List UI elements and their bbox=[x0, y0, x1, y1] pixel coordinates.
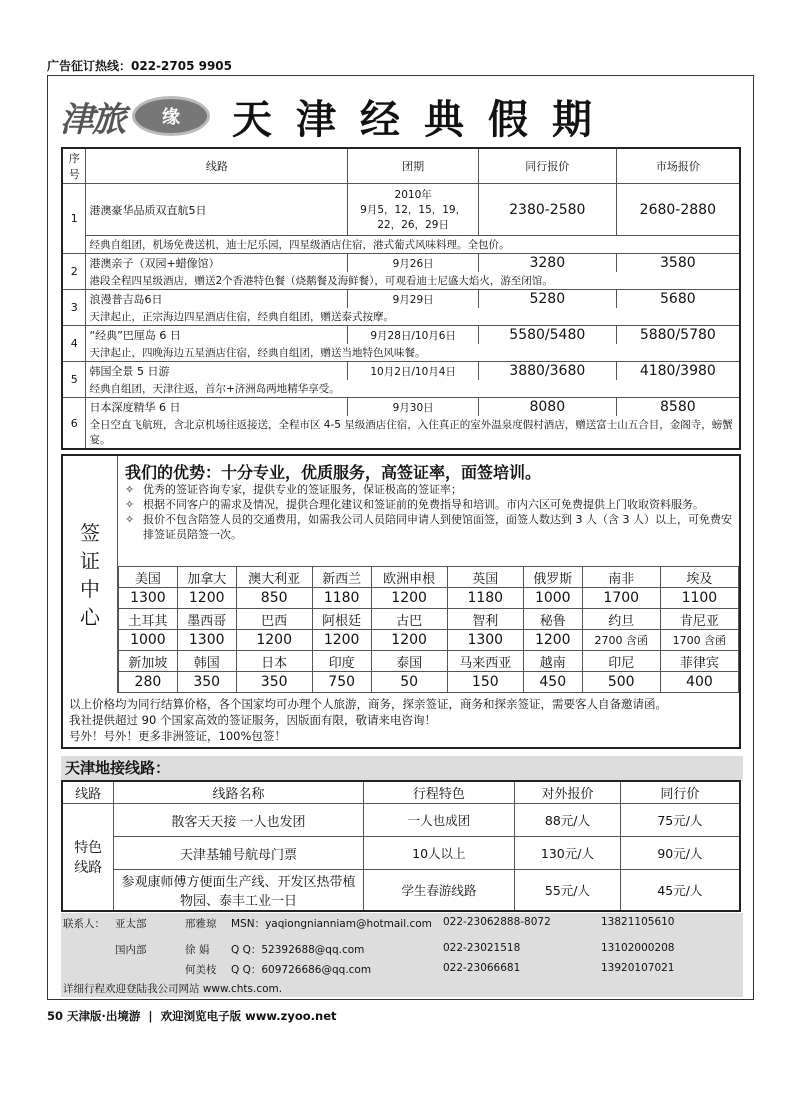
brand-logo bbox=[60, 92, 210, 140]
tour-peer-price: 8080 bbox=[478, 398, 616, 417]
tour-name: 港澳亲子（双园+蜡像馆） bbox=[86, 254, 348, 273]
local-name: 天津基辅号航母门票 bbox=[114, 837, 363, 870]
tour-num: 6 bbox=[62, 398, 86, 450]
visa-price: 1000 bbox=[523, 588, 582, 609]
visa-price: 350 bbox=[236, 672, 312, 693]
tour-market-price: 5680 bbox=[616, 290, 740, 309]
visa-note: 以上价格均为同行结算价格，各个国家均可办理个人旅游，商务，探亲签证，商务和探亲签证，需要客人自备邀请函。 bbox=[69, 697, 667, 711]
visa-price: 500 bbox=[582, 672, 660, 693]
tour-name: “经典”巴厘岛 6 日 bbox=[86, 326, 348, 345]
tours-header-row bbox=[62, 148, 740, 184]
visa-point-text: 优秀的签证咨询专家，提供专业的签证服务，保证极高的签证率； bbox=[143, 483, 462, 496]
visa-country: 约旦 bbox=[582, 609, 660, 630]
tour-peer-price: 5280 bbox=[478, 290, 616, 309]
tour-description: 天津起止，正宗海边四星酒店住宿，经典自组团，赠送泰式按摩。 bbox=[86, 308, 740, 326]
table-row bbox=[62, 804, 740, 837]
visa-price: 280 bbox=[119, 672, 178, 693]
visa-country: 俄罗斯 bbox=[523, 567, 582, 588]
tour-name: 韩国全景 5 日游 bbox=[86, 362, 348, 381]
local-feature: 学生春游线路 bbox=[363, 870, 515, 912]
list-item bbox=[125, 512, 735, 542]
tour-num: 2 bbox=[62, 254, 86, 290]
visa-price: 1300 bbox=[177, 630, 236, 651]
table-row bbox=[62, 254, 740, 273]
visa-side-label bbox=[63, 456, 118, 693]
tour-dates: 9月28日/10月6日 bbox=[348, 326, 479, 345]
table-row bbox=[62, 344, 740, 362]
visa-price-row bbox=[119, 630, 739, 651]
col-feature: 行程特色 bbox=[363, 781, 515, 804]
local-peer: 90元/人 bbox=[620, 837, 740, 870]
col-market-price: 市场报价 bbox=[616, 148, 740, 184]
col-num: 序号 bbox=[62, 148, 86, 184]
visa-note: 我社提供超过 90 个国家高效的签证服务，因版面有限，敬请来电咨询！ bbox=[69, 713, 436, 727]
local-name: 参观康师傅方便面生产线、开发区热带植物园、泰丰工业一日 bbox=[114, 870, 363, 912]
col-peer-price: 同行报价 bbox=[478, 148, 616, 184]
table-row bbox=[62, 326, 740, 345]
visa-country: 马来西亚 bbox=[447, 651, 523, 672]
table-row bbox=[62, 184, 740, 236]
contact-im[interactable]: Q Q：52392688@qq.com bbox=[231, 944, 365, 956]
visa-price: 1200 bbox=[312, 630, 371, 651]
visa-price: 850 bbox=[236, 588, 312, 609]
visa-headline: 我们的优势：十分专业，优质服务，高签证率，面签培训。 bbox=[125, 463, 542, 482]
table-row bbox=[62, 272, 740, 290]
visa-country: 英国 bbox=[447, 567, 523, 588]
visa-price: 1200 bbox=[177, 588, 236, 609]
visa-country: 泰国 bbox=[371, 651, 447, 672]
visa-country: 印尼 bbox=[582, 651, 660, 672]
visa-country: 秘鲁 bbox=[523, 609, 582, 630]
tour-market-price: 3580 bbox=[616, 254, 740, 273]
visa-price: 1200 bbox=[371, 630, 447, 651]
tour-dates: 9月26日 bbox=[348, 254, 479, 273]
table-row bbox=[62, 290, 740, 309]
visa-price: 750 bbox=[312, 672, 371, 693]
visa-notes bbox=[69, 696, 737, 744]
col-route-name: 线路名称 bbox=[114, 781, 363, 804]
tour-num: 1 bbox=[62, 184, 86, 254]
page-number: 50 bbox=[47, 1009, 64, 1023]
contact-mobile: 13821105610 bbox=[601, 916, 675, 928]
col-public-price: 对外报价 bbox=[515, 781, 621, 804]
col-dates: 团期 bbox=[348, 148, 479, 184]
local-name: 散客天天接 一人也发团 bbox=[114, 804, 363, 837]
dept-label: 国内部 bbox=[115, 944, 147, 956]
visa-country: 古巴 bbox=[371, 609, 447, 630]
contact-phone: 022-23066681 bbox=[443, 962, 521, 974]
local-public: 55元/人 bbox=[515, 870, 621, 912]
contacts-block bbox=[61, 913, 743, 997]
contact-name: 徐 娟 bbox=[185, 944, 210, 956]
tour-num: 5 bbox=[62, 362, 86, 398]
visa-price: 1180 bbox=[312, 588, 371, 609]
tour-peer-price: 5580/5480 bbox=[478, 326, 616, 345]
local-header-row bbox=[62, 781, 740, 804]
tour-description: 天津起止，四晚海边五星酒店住宿，经典自组团，赠送当地特色风味餐。 bbox=[86, 344, 740, 362]
visa-country: 巴西 bbox=[236, 609, 312, 630]
ad-hotline: 广告征订热线：022-2705 9905 bbox=[47, 59, 233, 73]
tour-description: 经典自组团，天津往返，首尔+济洲岛两地精华享受。 bbox=[86, 380, 740, 398]
visa-country: 埃及 bbox=[660, 567, 738, 588]
local-peer: 75元/人 bbox=[620, 804, 740, 837]
tour-name: 浪漫普吉岛6日 bbox=[86, 290, 348, 309]
footer-divider: | bbox=[148, 1009, 153, 1023]
tour-dates: 9月30日 bbox=[348, 398, 479, 417]
visa-country: 澳大利亚 bbox=[236, 567, 312, 588]
page-footer bbox=[47, 1008, 337, 1024]
table-row bbox=[62, 870, 740, 912]
table-row bbox=[62, 416, 740, 449]
contacts-label: 联系人： bbox=[63, 918, 105, 930]
visa-price: 1200 bbox=[371, 588, 447, 609]
contact-phone: 022-23062888-8072 bbox=[443, 916, 551, 928]
tour-peer-price: 3280 bbox=[478, 254, 616, 273]
visa-point-text: 报价不包含陪签人员的交通费用，如需我公司人员陪同申请人到使馆面签，面签人数达到 3 人（含 3 人）以上，可免费安排签证员陪签一次。 bbox=[143, 513, 732, 541]
visa-center bbox=[61, 454, 741, 749]
tour-description: 港段全程四星级酒店，赠送2个香港特色餐（烧鹅餐及海鲜餐），可观看迪士尼盛大焰火，游至闭馆。 bbox=[86, 272, 740, 290]
visa-country: 美国 bbox=[119, 567, 178, 588]
local-category: 特色 线路 bbox=[62, 804, 114, 912]
visa-country-row bbox=[119, 609, 739, 630]
contact-im[interactable]: MSN：yaqiongnianniam@hotmail.com bbox=[231, 918, 432, 930]
visa-points bbox=[125, 482, 735, 542]
visa-price: 1700 bbox=[582, 588, 660, 609]
contact-name: 邢雅琼 bbox=[185, 918, 217, 930]
table-row bbox=[62, 837, 740, 870]
visa-side-char: 签 bbox=[80, 520, 100, 545]
visa-country: 韩国 bbox=[177, 651, 236, 672]
visa-side-char: 心 bbox=[80, 604, 100, 629]
visa-price-grid bbox=[118, 566, 739, 693]
tours-table bbox=[61, 147, 741, 450]
tour-peer-price: 2380-2580 bbox=[478, 184, 616, 236]
visa-country: 阿根廷 bbox=[312, 609, 371, 630]
tour-name: 港澳豪华品质双直航5日 bbox=[86, 184, 348, 236]
diamond-bullet-icon: ✧ bbox=[125, 513, 135, 526]
visa-country-row bbox=[119, 651, 739, 672]
tour-market-price: 2680-2880 bbox=[616, 184, 740, 236]
visa-price: 1200 bbox=[523, 630, 582, 651]
local-tours-table bbox=[61, 780, 741, 912]
tour-market-price: 5880/5780 bbox=[616, 326, 740, 345]
visa-price: 50 bbox=[371, 672, 447, 693]
visa-country: 墨西哥 bbox=[177, 609, 236, 630]
footer-url[interactable]: www.zyoo.net bbox=[245, 1009, 337, 1023]
table-row bbox=[62, 380, 740, 398]
col-category: 线路 bbox=[62, 781, 114, 804]
page-header bbox=[60, 88, 740, 144]
section-name: 天津版·出境游 bbox=[67, 1009, 141, 1023]
visa-price: 400 bbox=[660, 672, 738, 693]
visa-price-row bbox=[119, 588, 739, 609]
page-title: 天津经典假期 bbox=[232, 95, 616, 143]
list-item bbox=[125, 497, 735, 512]
visa-country: 越南 bbox=[523, 651, 582, 672]
visa-country: 肯尼亚 bbox=[660, 609, 738, 630]
visa-country: 日本 bbox=[236, 651, 312, 672]
tour-num: 3 bbox=[62, 290, 86, 326]
tour-peer-price: 3880/3680 bbox=[478, 362, 616, 381]
visa-price: 1180 bbox=[447, 588, 523, 609]
local-peer: 45元/人 bbox=[620, 870, 740, 912]
visa-price: 1100 bbox=[660, 588, 738, 609]
table-row bbox=[62, 362, 740, 381]
diamond-bullet-icon: ✧ bbox=[125, 483, 135, 496]
visa-country: 南非 bbox=[582, 567, 660, 588]
visa-country: 土耳其 bbox=[119, 609, 178, 630]
tour-dates: 9月29日 bbox=[348, 290, 479, 309]
local-feature: 一人也成团 bbox=[363, 804, 515, 837]
visa-side-char: 中 bbox=[80, 576, 100, 601]
tour-dates: 2010年 9月5，12，15，19， 22，26，29日 bbox=[348, 184, 479, 236]
contact-mobile: 13920107021 bbox=[601, 962, 675, 974]
contact-name: 何美枝 bbox=[185, 964, 217, 976]
visa-country: 印度 bbox=[312, 651, 371, 672]
local-public: 130元/人 bbox=[515, 837, 621, 870]
visa-price: 150 bbox=[447, 672, 523, 693]
visa-country: 菲律宾 bbox=[660, 651, 738, 672]
logo-text: 津旅 bbox=[60, 99, 124, 140]
footer-slogan: 欢迎浏览电子版 bbox=[160, 1009, 242, 1023]
visa-price: 1000 bbox=[119, 630, 178, 651]
local-public: 88元/人 bbox=[515, 804, 621, 837]
visa-price: 1700 含函 bbox=[660, 630, 738, 651]
visa-side-char: 证 bbox=[80, 548, 100, 573]
visa-price: 450 bbox=[523, 672, 582, 693]
visa-point-text: 根据不同客户的需求及情况，提供合理化建议和签证前的免费指导和培训。市内六区可免费提供上门收取资料服务。 bbox=[143, 498, 704, 511]
visa-price: 1300 bbox=[119, 588, 178, 609]
website-link[interactable]: 详细行程欢迎登陆我公司网站 www.chts.com. bbox=[63, 983, 283, 995]
visa-country: 智利 bbox=[447, 609, 523, 630]
col-peer-price: 同行价 bbox=[620, 781, 740, 804]
logo-seal-icon: 缘 bbox=[132, 96, 210, 136]
visa-price: 1300 bbox=[447, 630, 523, 651]
table-row bbox=[62, 308, 740, 326]
tour-description: 全日空直飞航班，含北京机场往返接送，全程市区 4-5 星级酒店住宿，入住真正的室外温泉度假村酒店，赠送富士山五合目，金阁寺，螃蟹宴。 bbox=[86, 416, 740, 449]
tour-num: 4 bbox=[62, 326, 86, 362]
tour-market-price: 4180/3980 bbox=[616, 362, 740, 381]
contact-im[interactable]: Q Q：609726686@qq.com bbox=[231, 964, 372, 976]
visa-country-row bbox=[119, 567, 739, 588]
visa-note: 号外！号外！更多非洲签证，100%包签！ bbox=[69, 729, 286, 743]
visa-price: 350 bbox=[177, 672, 236, 693]
list-item bbox=[125, 482, 735, 497]
local-feature: 10人以上 bbox=[363, 837, 515, 870]
tour-description: 经典自组团，机场免费送机，迪士尼乐园，四星级酒店住宿，港式葡式风味料理。全包价。 bbox=[86, 236, 740, 254]
table-row bbox=[62, 236, 740, 254]
diamond-bullet-icon: ✧ bbox=[125, 498, 135, 511]
visa-price-row bbox=[119, 672, 739, 693]
visa-country: 新加坡 bbox=[119, 651, 178, 672]
col-route: 线路 bbox=[86, 148, 348, 184]
tour-dates: 10月2日/10月4日 bbox=[348, 362, 479, 381]
contact-phone: 022-23021518 bbox=[443, 942, 521, 954]
visa-price: 2700 含函 bbox=[582, 630, 660, 651]
tour-market-price: 8580 bbox=[616, 398, 740, 417]
visa-country: 欧洲申根 bbox=[371, 567, 447, 588]
local-tours-title: 天津地接线路： bbox=[61, 756, 743, 780]
table-row bbox=[62, 398, 740, 417]
visa-country: 新西兰 bbox=[312, 567, 371, 588]
visa-price: 1200 bbox=[236, 630, 312, 651]
tour-name: 日本深度精华 6 日 bbox=[86, 398, 348, 417]
contact-mobile: 13102000208 bbox=[601, 942, 675, 954]
dept-label: 亚太部 bbox=[115, 918, 147, 930]
visa-country: 加拿大 bbox=[177, 567, 236, 588]
